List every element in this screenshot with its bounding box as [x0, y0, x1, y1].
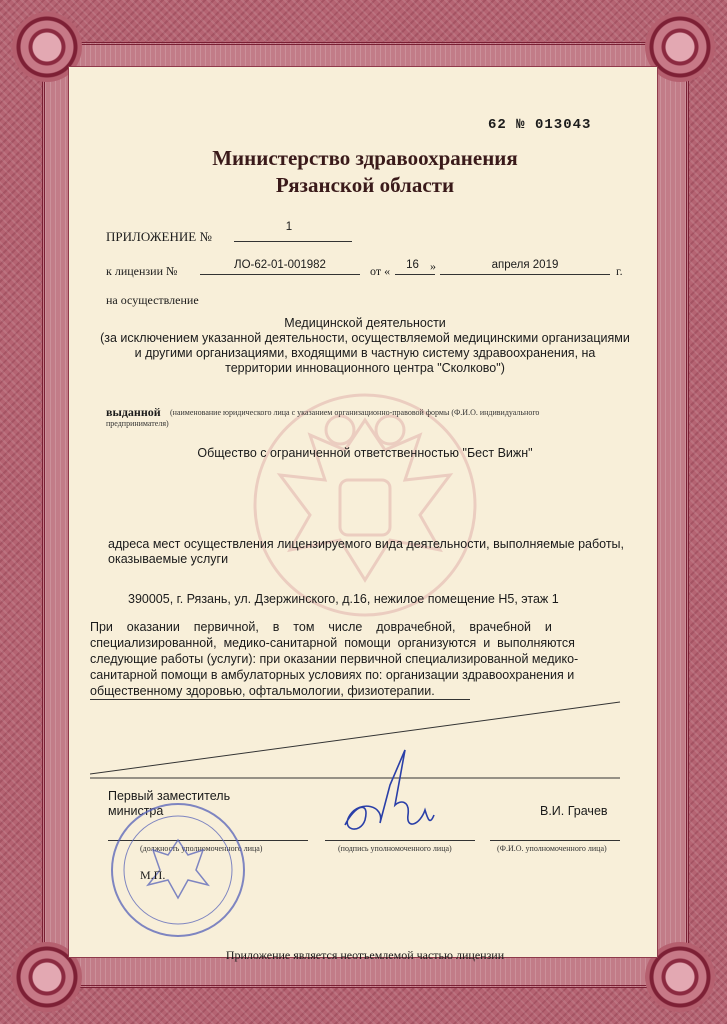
name-underline — [490, 840, 620, 841]
addresses-label-line1: адреса мест осуществления лицензируемого вида деятельности, выполняемые работы, — [108, 537, 625, 551]
appendix-label: ПРИЛОЖЕНИЕ № — [106, 229, 212, 244]
seal-place-mark: М.П. — [140, 868, 166, 882]
signatory-name: В.И. Грачев — [540, 804, 608, 818]
license-prefix: к лицензии № — [106, 264, 178, 278]
signatory-position-line2: министра — [108, 804, 164, 818]
license-number-underline — [200, 274, 360, 275]
services-line3: следующие работы (услуги): при оказании первичной специализированной медико- — [90, 652, 579, 666]
issued-note-line2: предпринимателя) — [106, 419, 169, 428]
caption-name: (Ф.И.О. уполномоченного лица) — [497, 844, 607, 853]
caption-signature: (подпись уполномоченного лица) — [338, 844, 452, 853]
license-day-close: » — [430, 259, 436, 273]
services-line2: специализированной, медико-санитарной помощи организуются и выполняются — [90, 636, 575, 650]
activity-title: Медицинской деятельности — [284, 316, 446, 330]
addresses-label-line2: оказываемые услуги — [108, 552, 229, 566]
license-month-underline — [440, 274, 610, 275]
activity-scope-line2: и другими организациями, входящими в частную систему здравоохранения, на — [134, 346, 596, 360]
license-month-year: апреля 2019 — [491, 259, 559, 271]
signatory-position-line1: Первый заместитель — [108, 789, 231, 803]
appendix-number-underline — [234, 241, 352, 242]
handwritten-signature — [330, 745, 440, 845]
services-line5: общественному здоровью, офтальмологии, физиотерапии. — [90, 684, 435, 698]
official-seal-stamp — [108, 800, 248, 940]
services-line4: санитарной помощи в амбулаторных условиях по: организации здравоохранения и — [90, 668, 575, 682]
ministry-title-line1: Министерство здравоохранения — [212, 146, 518, 170]
services-line1: При оказании первичной, в том числе доврачебной, врачебной и — [90, 620, 552, 634]
license-year-suffix: г. — [616, 264, 623, 278]
activity-scope-line1: (за исключением указанной деятельности, осуществляемой медицинскими организациями — [100, 331, 630, 345]
activity-scope-line3: территории инновационного центра "Сколково") — [225, 361, 505, 375]
license-number: ЛО-62-01-001982 — [234, 259, 326, 271]
footer-note: Приложение является неотъемлемой частью лицензии — [225, 948, 505, 962]
organization-name: Общество с ограниченной ответственностью "Бест Вижн" — [197, 446, 533, 460]
license-from-label: от « — [370, 264, 391, 278]
activity-intro: на осуществление — [106, 293, 199, 307]
issued-note-line1: (наименование юридического лица с указанием организационно-правовой формы (Ф.И.О. индивидуального — [170, 408, 540, 417]
issued-label: выданной — [106, 405, 161, 419]
series-number: 62 № 013043 — [488, 117, 592, 133]
license-day-underline — [395, 274, 435, 275]
caption-position: (должность уполномоченного лица) — [140, 844, 263, 853]
license-day: 16 — [406, 259, 419, 271]
ministry-title-line2: Рязанской области — [275, 173, 455, 197]
appendix-number: 1 — [285, 221, 293, 233]
address-value: 390005, г. Рязань, ул. Дзержинского, д.16, нежилое помещение Н5, этаж 1 — [128, 592, 559, 606]
